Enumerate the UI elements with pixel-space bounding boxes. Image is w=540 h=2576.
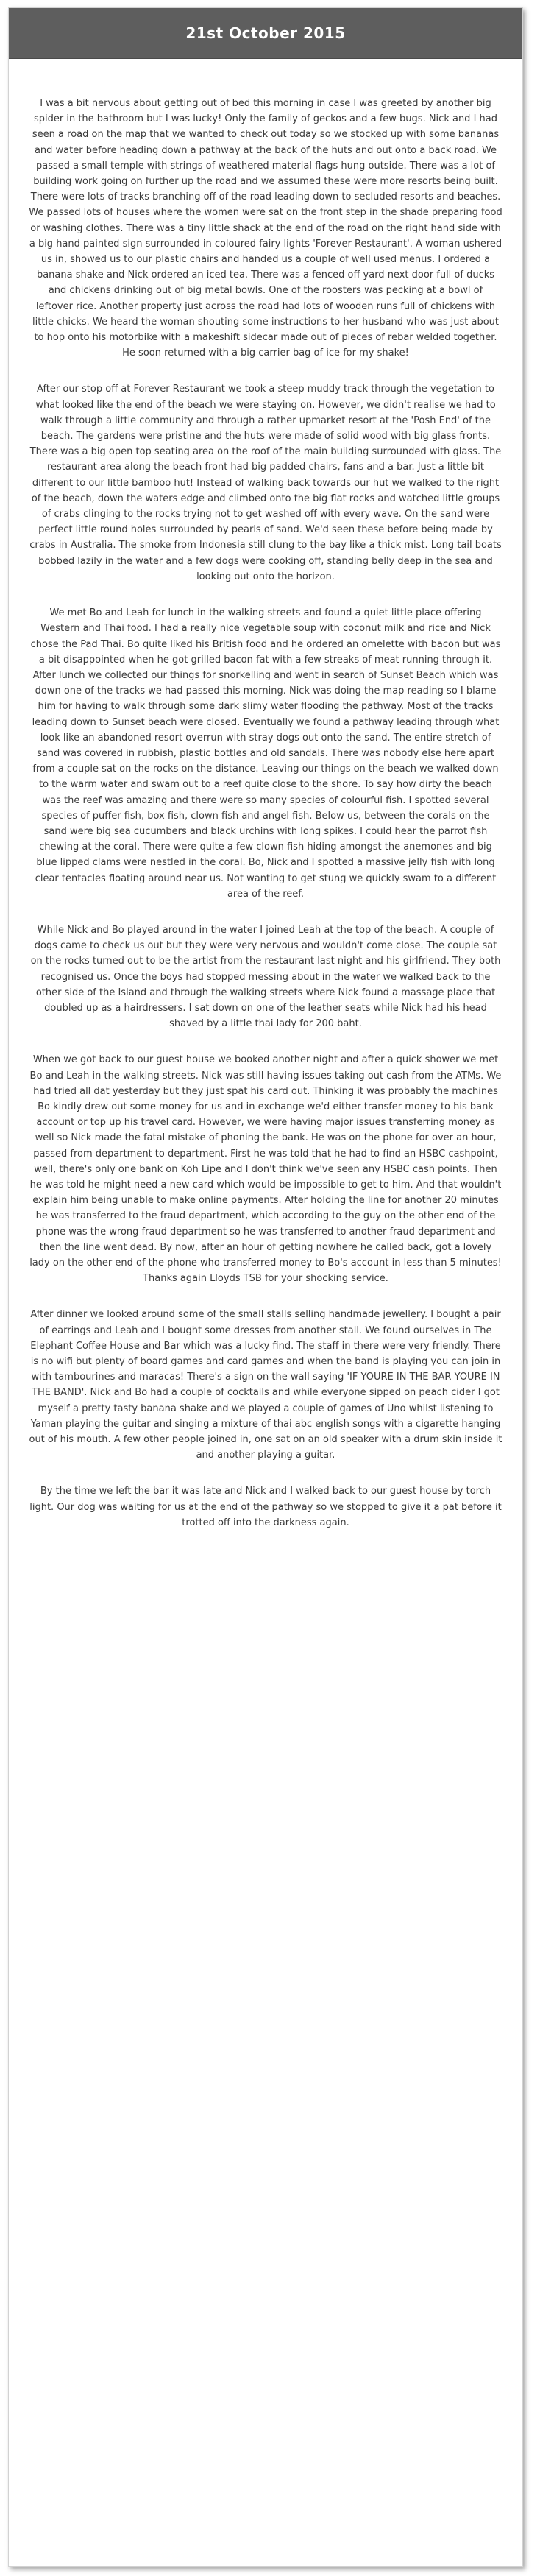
entry-date: 21st October 2015: [185, 24, 346, 42]
paragraph: After our stop off at Forever Restaurant we took a steep muddy track through the vegetation to what looked like the end of the beach we were staying on. However, we didn't realise we had to walk through a little community and through a rather upmarket resort at the 'Posh End' of the beach. The gardens were pristine and the huts were made of solid wood with big glass fronts. There was a big open top seating area on the roof of the main building surrounded with glass. The restaurant area along the beach front had big padded chairs, fans and a bar. Just a little bit different to our little bamboo hut! Instead of walking back towards our hut we walked to the right of the beach, down the waters edge and climbed onto the big flat rocks and watched little groups of crabs clinging to the rocks trying not to get washed off with every wave. On the sand were perfect little round holes surrounded by pearls of sand. We'd seen these before being made by crabs in Australia. The smoke from Indonesia still clung to the bay like a thick mist. Long tail boats bobbed lazily in the water and a few dogs were cooking off, standing belly deep in the sea and looking out onto the horizon.: [29, 384, 502, 582]
date-header: [9, 8, 522, 59]
entry-body: [9, 59, 522, 1531]
diary-page: [8, 7, 523, 2567]
paragraph: We met Bo and Leah for lunch in the walking streets and found a quiet little place offering Western and Thai food. I had a really nice vegetable soup with coconut milk and rice and Nick chose the Pad Thai. Bo quite liked his British food and he ordered an omelette with bacon but was a bit disappointed when he got grilled bacon fat with a few streaks of meat running through it. After lunch we collected our things for snorkelling and went in search of Sunset Beach which was down one of the tracks we had passed this morning. Nick was doing the map reading so I blame him for having to walk through some dark slimy water flooding the pathway. Most of the tracks leading down to Sunset beach were closed. Eventually we found a pathway leading through what look like an abandoned resort overrun with stray dogs out onto the sand. The entire stretch of sand was covered in rubbish, plastic bottles and old sandals. There was nobody else here apart from a couple sat on the rocks on the distance. Leaving our things on the beach we walked down to the warm water and swam out to a reef quite close to the shore. To say how dirty the beach was the reef was amazing and there were so many species of colourful fish. I spotted several species of puffer fish, box fish, clown fish and angel fish. Below us, between the corals on the sand were big sea cucumbers and black urchins with long spikes. I could hear the parrot fish chewing at the coral. There were quite a few clown fish hiding amongst the anemones and big blue lipped clams were nestled in the coral. Bo, Nick and I spotted a massive jelly fish with long clear tentacles floating around near us. Not wanting to get stung we quickly swam to a different area of the reef.: [30, 607, 501, 900]
paragraph: By the time we left the bar it was late and Nick and I walked back to our guest house by torch light. Our dog was waiting for us at the end of the pathway so we stopped to give it a pat before it trotted off into the darkness again.: [29, 1486, 502, 1528]
paragraph: When we got back to our guest house we booked another night and after a quick shower we met Bo and Leah in the walking streets. Nick was still having issues taking out cash from the ATMs. We had tried all dat yesterday but they just spat his card out. Thinking it was probably the machines Bo kindly drew out some money for us and in exchange we'd either transfer money to his bank account or top up his travel card. However, we were having major issues transferring money as well so Nick made the fatal mistake of phoning the bank. He was on the phone for over an hour, passed from department to department. First he was told that he had to find an HSBC cashpoint, well, there's only one bank on Koh Lipe and I don't think we've seen any HSBC cash points. Then he was told he might need a new card which would be impossible to get to him. And that wouldn't explain him being unable to make online payments. After holding the line for another 20 minutes he was transferred to the fraud department, which according to the guy on the other end of the phone was the wrong fraud department so he was transferred to another fraud department and then the line went dead. By now, after an hour of getting nowhere he called back, got a lovely lady on the other end of the phone who transferred money to Bo's account in less than 5 minutes! Thanks again Lloyds TSB for your shocking service.: [29, 1054, 502, 1285]
paragraph: I was a bit nervous about getting out of bed this morning in case I was greeted by another big spider in the bathroom but I was lucky! Only the family of geckos and a few bugs. Nick and I had seen a road on the map that we wanted to check out today so we stocked up with some bananas and water before heading down a pathway at the back of the huts and out onto a back road. We passed a small temple with strings of weathered material flags hung outside. There was a lot of building work going on further up the road and we assumed these were more resorts being built. There were lots of tracks branching off of the road leading down to secluded resorts and beaches. We passed lots of houses where the women were sat on the front step in the shade preparing food or washing clothes. There was a tiny little shack at the end of the road on the right hand side with a big hand painted sign surrounded in coloured fairy lights 'Forever Restaurant'. A woman ushered us in, showed us to our plastic chairs and handed us a couple of well used menus. I ordered a banana shake and Nick ordered an iced tea. There was a fenced off yard next door full of ducks and chickens drinking out of big metal bowls. One of the roosters was pecking at a bowl of leftover rice. Another property just across the road had lots of wooden runs full of chickens with little chicks. We heard the woman shouting some instructions to her husband who was just about to hop onto his motorbike with a makeshift sidecar made out of pieces of rebar welded together. He soon returned with a big carrier bag of ice for my shake!: [29, 98, 502, 359]
paragraph: While Nick and Bo played around in the water I joined Leah at the top of the beach. A couple of dogs came to check us out but they were very nervous and wouldn't come close. The couple sat on the rocks turned out to be the artist from the restaurant last night and his girlfriend. They both recognised us. Once the boys had stopped messing about in the water we walked back to the other side of the Island and through the walking streets where Nick found a massage place that doubled up as a hairdressers. I sat down on one of the leather seats while Nick had his head shaved by a little thai lady for 200 baht.: [30, 924, 501, 1030]
paragraph: After dinner we looked around some of the small stalls selling handmade jewellery. I bought a pair of earrings and Leah and I bought some dresses from another stall. We found ourselves in The Elephant Coffee House and Bar which was a lucky find. The staff in there were very friendly. There is no wifi but plenty of board games and card games and when the band is playing you can join in with tambourines and maracas! There's a sign on the wall saying 'IF YOURE IN THE BAR YOURE IN THE BAND'. Nick and Bo had a couple of cocktails and while everyone sipped on peach cider I got myself a pretty tasty banana shake and we played a couple of games of Uno whilst listening to Yaman playing the guitar and singing a mixture of thai abc english songs with a cigarette hanging out of his mouth. A few other people joined in, one sat on an old speaker with a drum skin inside it and another playing a guitar.: [29, 1309, 502, 1461]
